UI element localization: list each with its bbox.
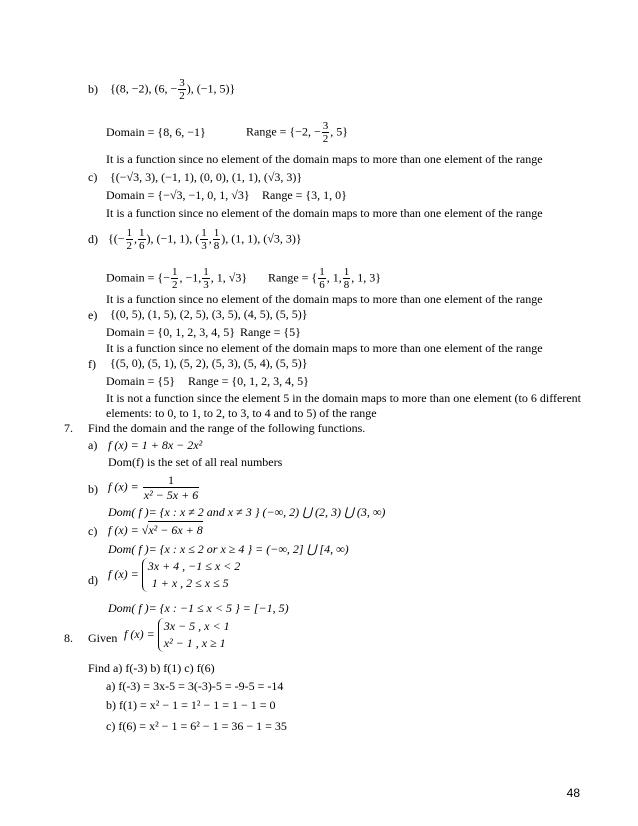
q7-d-function <box>108 558 240 592</box>
fraction: $\frac{1}{8}$ <box>213 227 220 252</box>
item-d-domain <box>106 266 247 291</box>
item-b-note: It is a function since no element of the domain maps to more than one element of the range <box>106 152 543 166</box>
q7-a-domain: Dom(f) is the set of all real numbers <box>108 455 283 469</box>
domain-text: , 1, √3} <box>210 270 248 285</box>
item-f-set: {(5, 0), (5, 1), (5, 2), (5, 3), (5, 4), (5, 5)} <box>110 356 308 370</box>
q7-c-function <box>108 523 203 537</box>
q8-given: Given <box>88 631 118 645</box>
item-c-label: c) <box>88 170 98 184</box>
range-text: Range = {−2, − <box>246 124 321 139</box>
item-b-domain: Domain = {8, 6, −1} <box>106 125 206 139</box>
fraction: $\frac{1}{2}$ <box>171 266 178 291</box>
item-b-range <box>246 120 348 145</box>
case-line: 1 + x , 2 ≤ x ≤ 5 <box>151 576 229 590</box>
item-c-set: {(−√3, 3), (−1, 1), (0, 0), (1, 1), (√3, 3)} <box>110 170 303 184</box>
fraction: $\frac{3}{2}$ <box>322 120 329 145</box>
fraction: $\frac{1}{8}$ <box>343 266 350 291</box>
q8-answer-a: a) f(-3) = 3x-5 = 3(-3)-5 = -9-5 = -14 <box>106 679 284 693</box>
fraction: $\frac{1}{6}$ <box>139 227 145 252</box>
item-e-domain: Domain = {0, 1, 2, 3, 4, 5} <box>106 325 235 339</box>
fraction: $\frac{1}{6}$ <box>319 266 325 291</box>
q8-function <box>124 618 230 652</box>
set-text: ), (−1, 5)} <box>186 81 236 96</box>
fraction: $\frac{3}{2}$ <box>179 77 185 102</box>
q7-d-domain: Dom( f )= {x : −1 ≤ x < 5 } = [−1, 5) <box>108 601 289 615</box>
item-d-set: {(− $\frac{1}{2}$ , $\frac{1}{6}$ ), (−1, 1), ( $\frac{1}{3}$ , $\frac{1}{8}$ ), (1, 1), (√3, 3)} <box>108 227 302 252</box>
item-f-label: f) <box>88 357 96 371</box>
item-c-note: It is a function since no element of the domain maps to more than one element of the range <box>106 206 543 220</box>
fraction: $\frac{1}{3}$ <box>201 227 207 252</box>
q8-find: Find a) f(-3) b) f(1) c) f(6) <box>88 661 215 675</box>
set-text: ), (−1, 1), ( <box>146 231 200 246</box>
q7-c-domain: Dom( f )= {x : x ≤ 2 or x ≥ 4 } = (−∞, 2] ⋃ [4, ∞) <box>108 542 349 556</box>
case-line: x² − 1 , x ≥ 1 <box>163 636 226 650</box>
item-e-note: It is a function since no element of the domain maps to more than one element of the range <box>106 341 543 355</box>
set-text: ), (1, 1), (√3, 3)} <box>221 231 302 246</box>
q8-answer-c: c) f(6) = x² − 1 = 6² − 1 = 36 − 1 = 35 <box>106 719 287 733</box>
item-d-note: It is a function since no element of the domain maps to more than one element of the range <box>106 292 543 306</box>
function-lhs: f (x) = <box>124 626 155 641</box>
q7-b-function <box>108 473 200 502</box>
q7-b-domain: Dom( f )= {x : x ≠ 2 and x ≠ 3 } (−∞, 2) ⋃ (2, 3) ⋃ (3, ∞) <box>108 505 386 519</box>
q7-text: Find the domain and the range of the following functions. <box>88 421 366 435</box>
function-lhs: f (x) = <box>108 523 139 537</box>
item-d-label: d) <box>88 232 98 246</box>
q7-number: 7. <box>64 421 73 435</box>
item-d-range <box>268 266 381 291</box>
range-text: , 1, 3} <box>351 270 381 285</box>
page-number: 48 <box>566 786 580 800</box>
fraction: $\frac{1}{\text{x² − 5x + 6}}$ <box>143 473 199 502</box>
q7-c-label: c) <box>88 524 98 538</box>
q8-number: 8. <box>64 631 73 645</box>
item-b-label: b) <box>88 82 98 96</box>
item-e-set: {(0, 5), (1, 5), (2, 5), (3, 5), (4, 5), (5, 5)} <box>110 307 308 321</box>
domain-text: Domain = {− <box>106 270 170 285</box>
range-text: Range = { <box>268 270 318 285</box>
item-c-domain: Domain = {−√3, −1, 0, 1, √3} <box>106 188 250 202</box>
piecewise-cases <box>158 618 230 652</box>
item-c-range: Range = {3, 1, 0} <box>262 188 347 202</box>
case-line: 3x − 5 , x < 1 <box>163 619 230 633</box>
q7-a-label: a) <box>88 438 98 452</box>
item-e-range: Range = {5} <box>240 325 301 339</box>
item-e-label: e) <box>88 308 98 322</box>
q7-a-function: f (x) = 1 + 8x − 2x² <box>108 438 203 452</box>
range-text: , 5} <box>330 124 348 139</box>
item-f-note-1: It is not a function since the element 5 in the domain maps to more than one element (to 6 different <box>106 391 581 405</box>
item-f-domain: Domain = {5} <box>106 374 175 388</box>
item-f-note-2: elements: to 0, to 1, to 2, to 3, to 4 and to 5) of the range <box>106 406 377 420</box>
item-f-range: Range = {0, 1, 2, 3, 4, 5} <box>188 374 309 388</box>
set-text: {(− <box>108 231 125 246</box>
q7-b-label: b) <box>88 482 98 496</box>
sqrt-sign: √ <box>141 523 149 537</box>
fraction: $\frac{1}{2}$ <box>126 227 133 252</box>
item-b-set <box>110 77 235 102</box>
domain-text: , −1, <box>179 270 202 285</box>
fraction: $\frac{1}{3}$ <box>203 266 209 291</box>
piecewise-cases <box>142 558 241 592</box>
case-line: 3x + 4 , −1 ≤ x < 2 <box>147 559 241 573</box>
function-lhs: f (x) = <box>108 479 139 494</box>
q8-answer-b: b) f(1) = x² − 1 = 1² − 1 = 1 − 1 = 0 <box>106 698 276 712</box>
function-lhs: f (x) = <box>108 566 139 581</box>
range-text: , 1, <box>326 270 342 285</box>
set-text: {(8, −2), (6, − <box>110 81 178 96</box>
q7-d-label: d) <box>88 573 98 587</box>
radicand: x² − 6x + 8 <box>148 523 203 537</box>
